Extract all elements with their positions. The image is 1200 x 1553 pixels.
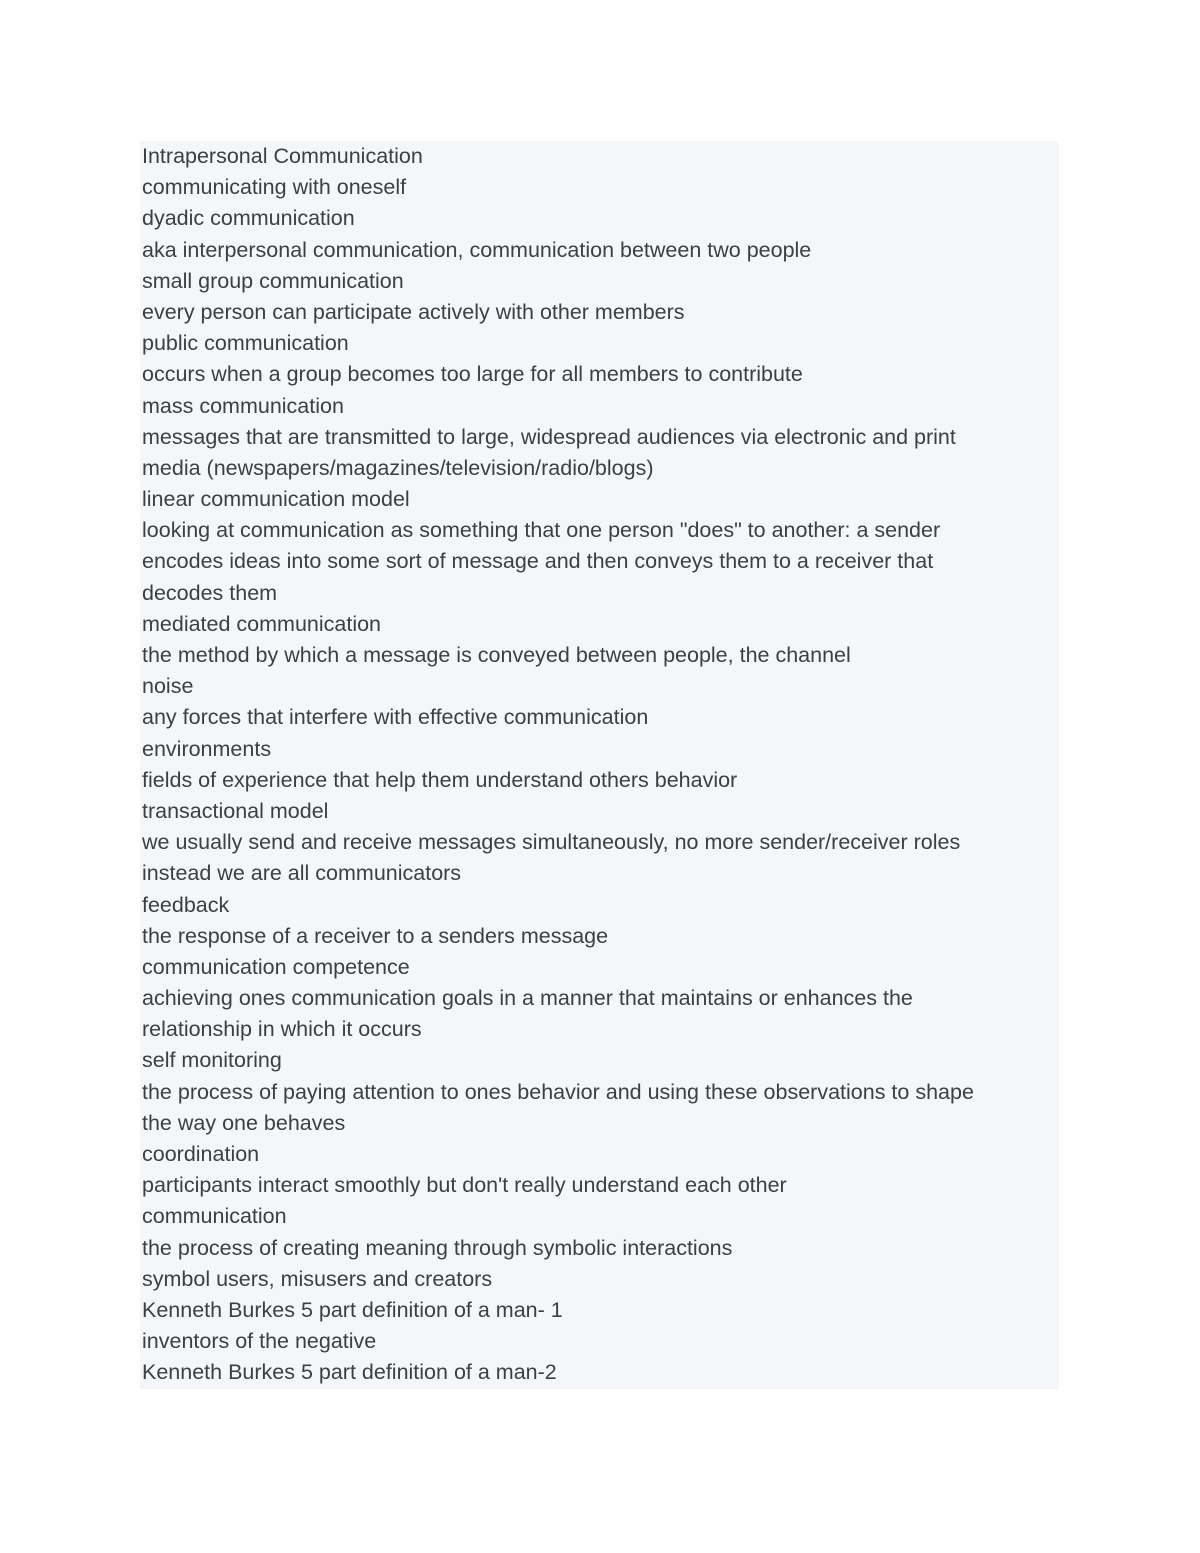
text-line: occurs when a group becomes too large for all members to contribute: [142, 362, 803, 387]
text-line: aka interpersonal communication, communication between two people: [142, 237, 812, 262]
text-line: inventors of the negative: [142, 1329, 377, 1354]
text-line: the way one behaves: [142, 1110, 346, 1135]
text-line: instead we are all communicators: [142, 861, 462, 886]
text-line: coordination: [142, 1142, 260, 1166]
text-line: mass communication: [142, 393, 344, 418]
text-line: feedback: [142, 892, 230, 917]
text-line: the method by which a message is conveyed between people, the channel: [142, 643, 851, 667]
text-line: relationship in which it occurs: [142, 1017, 422, 1042]
study-notes-text-block: [140, 141, 1059, 1389]
text-line: achieving ones communication goals in a manner that maintains or enhances the: [142, 986, 913, 1011]
text-line: the process of paying attention to ones behavior and using these observations to shape: [142, 1079, 974, 1104]
text-line: decodes them: [142, 580, 278, 605]
text-line: small group communication: [142, 268, 404, 293]
text-line: symbol users, misusers and creators: [142, 1266, 493, 1291]
text-line: any forces that interfere with effective communication: [142, 705, 649, 730]
text-line: Kenneth Burkes 5 part definition of a man- 1: [142, 1297, 563, 1322]
text-line: the process of creating meaning through symbolic interactions: [142, 1235, 733, 1260]
text-line: Kenneth Burkes 5 part definition of a man-2: [142, 1360, 557, 1385]
text-line: we usually send and receive messages simultaneously, no more sender/receiver roles: [142, 830, 961, 855]
text-line: the response of a receiver to a senders message: [142, 923, 609, 948]
text-line: environments: [142, 736, 272, 761]
text-line: communication: [142, 1204, 287, 1229]
text-line: messages that are transmitted to large, widespread audiences via electronic and print: [142, 424, 956, 449]
text-line: communicating with oneself: [142, 175, 407, 200]
text-line: noise: [142, 674, 194, 699]
text-line: fields of experience that help them understand others behavior: [142, 767, 738, 792]
text-line: participants interact smoothly but don't really understand each other: [142, 1173, 787, 1198]
text-line: looking at communication as something that one person "does" to another: a sender: [142, 518, 941, 543]
text-line: self monitoring: [142, 1048, 282, 1073]
text-line: communication competence: [142, 954, 410, 979]
text-line: transactional model: [142, 798, 329, 823]
text-line: public communication: [142, 331, 349, 356]
text-line: media (newspapers/magazines/television/radio/blogs): [142, 455, 654, 480]
text-line: Intrapersonal Communication: [142, 144, 423, 168]
text-line: dyadic communication: [142, 206, 355, 231]
text-line: mediated communication: [142, 611, 382, 636]
text-line: linear communication model: [142, 487, 410, 512]
text-line: encodes ideas into some sort of message and then conveys them to a receiver that: [142, 549, 934, 574]
text-line: every person can participate actively with other members: [142, 299, 685, 324]
